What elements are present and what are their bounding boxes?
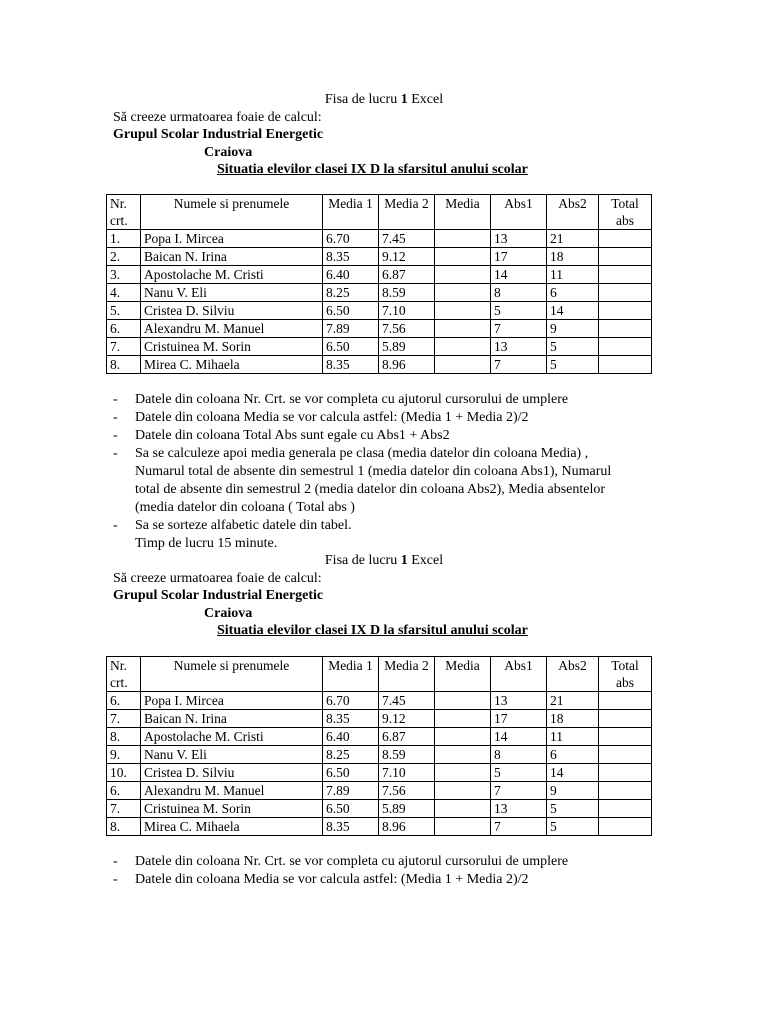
table-row — [107, 710, 652, 728]
cell-media — [435, 818, 491, 836]
cell-abs1: 7 — [491, 782, 547, 800]
table-title: Situatia elevilor clasei IX D la sfarsitul anului scolar — [217, 162, 528, 177]
cell-abs1: 17 — [491, 248, 547, 266]
cell-media1: 8.35 — [323, 818, 379, 836]
table-row — [107, 284, 652, 302]
cell-total-abs — [599, 230, 652, 248]
cell-media2: 8.96 — [379, 356, 435, 374]
cell-media — [435, 338, 491, 356]
table-row — [107, 728, 652, 746]
cell-total-abs — [599, 320, 652, 338]
note-item: - Datele din coloana Nr. Crt. se vor completa cu ajutorul cursorului de umplere — [113, 392, 569, 407]
worksheet-title: Fisa de lucru 1 Excel — [324, 92, 444, 107]
note-item: - Sa se sorteze alfabetic datele din tabel. — [113, 518, 352, 533]
note-item: - Datele din coloana Nr. Crt. se vor completa cu ajutorul cursorului de umplere — [113, 854, 569, 869]
cell-abs1: 13 — [491, 692, 547, 710]
cell-media2: 7.45 — [379, 692, 435, 710]
cell-abs2: 6 — [547, 284, 599, 302]
cell-abs1: 5 — [491, 764, 547, 782]
table-row — [107, 764, 652, 782]
dash-marker: - — [113, 518, 118, 533]
cell-total-abs — [599, 782, 652, 800]
table-row — [107, 338, 652, 356]
cell-media — [435, 764, 491, 782]
header-nr-crt: Nr. crt. — [107, 195, 141, 230]
cell-total-abs — [599, 356, 652, 374]
cell-media2: 9.12 — [379, 248, 435, 266]
notes-list — [113, 391, 673, 553]
cell-name: Nanu V. Eli — [141, 284, 323, 302]
table-row — [107, 266, 652, 284]
table-body — [107, 692, 652, 836]
cell-abs2: 9 — [547, 782, 599, 800]
cell-abs2: 5 — [547, 800, 599, 818]
table-row — [107, 356, 652, 374]
cell-media — [435, 266, 491, 284]
header-abs2: Abs2 — [547, 657, 599, 692]
dash-marker: - — [113, 392, 118, 407]
cell-name: Cristuinea M. Sorin — [141, 800, 323, 818]
cell-nr-crt: 1. — [107, 230, 141, 248]
cell-name: Mirea C. Mihaela — [141, 818, 323, 836]
cell-media1: 6.40 — [323, 728, 379, 746]
cell-total-abs — [599, 818, 652, 836]
table-row — [107, 230, 652, 248]
header-media1: Media 1 — [323, 657, 379, 692]
cell-media1: 8.25 — [323, 746, 379, 764]
cell-name: Mirea C. Mihaela — [141, 356, 323, 374]
cell-nr-crt: 4. — [107, 284, 141, 302]
table-row — [107, 302, 652, 320]
cell-nr-crt: 6. — [107, 782, 141, 800]
cell-media1: 8.35 — [323, 248, 379, 266]
cell-abs2: 5 — [547, 338, 599, 356]
cell-abs2: 6 — [547, 746, 599, 764]
cell-media — [435, 302, 491, 320]
dash-marker: - — [113, 428, 118, 443]
cell-abs2: 18 — [547, 710, 599, 728]
cell-name: Baican N. Irina — [141, 710, 323, 728]
cell-media — [435, 710, 491, 728]
note-continuation: total de absente din semestrul 2 (media datelor din coloana Abs2), Media absentelor — [135, 482, 606, 497]
cell-media1: 7.89 — [323, 782, 379, 800]
students-table — [106, 194, 652, 374]
cell-nr-crt: 7. — [107, 338, 141, 356]
cell-nr-crt: 3. — [107, 266, 141, 284]
cell-nr-crt: 8. — [107, 728, 141, 746]
cell-media2: 7.10 — [379, 764, 435, 782]
cell-media1: 6.50 — [323, 302, 379, 320]
cell-media2: 5.89 — [379, 800, 435, 818]
header-media: Media — [435, 657, 491, 692]
cell-abs1: 5 — [491, 302, 547, 320]
table-header-row — [107, 195, 652, 230]
header-abs1: Abs1 — [491, 195, 547, 230]
note-item: - Datele din coloana Media se vor calcula astfel: (Media 1 + Media 2)/2 — [113, 872, 529, 887]
header-media2: Media 2 — [379, 657, 435, 692]
cell-abs2: 5 — [547, 818, 599, 836]
cell-abs2: 14 — [547, 764, 599, 782]
cell-media2: 8.59 — [379, 746, 435, 764]
instruction-text: Să creeze urmatoarea foaie de calcul: — [113, 571, 322, 586]
cell-nr-crt: 7. — [107, 710, 141, 728]
cell-abs1: 8 — [491, 284, 547, 302]
cell-media1: 6.70 — [323, 230, 379, 248]
cell-total-abs — [599, 692, 652, 710]
cell-media — [435, 728, 491, 746]
cell-media — [435, 230, 491, 248]
header-abs1: Abs1 — [491, 657, 547, 692]
note-item: - Sa se calculeze apoi media generala pe clasa (media datelor din coloana Media) , — [113, 446, 589, 461]
cell-abs2: 14 — [547, 302, 599, 320]
cell-total-abs — [599, 338, 652, 356]
dash-marker: - — [113, 446, 118, 461]
header-name: Numele si prenumele — [141, 195, 323, 230]
notes-list — [113, 853, 673, 889]
cell-nr-crt: 6. — [107, 320, 141, 338]
dash-marker: - — [113, 872, 118, 887]
header-nr-crt: Nr. crt. — [107, 657, 141, 692]
header-media1: Media 1 — [323, 195, 379, 230]
cell-total-abs — [599, 710, 652, 728]
cell-media — [435, 692, 491, 710]
cell-abs1: 13 — [491, 230, 547, 248]
cell-nr-crt: 10. — [107, 764, 141, 782]
cell-name: Cristea D. Silviu — [141, 302, 323, 320]
cell-media1: 6.40 — [323, 266, 379, 284]
table-header-row — [107, 657, 652, 692]
cell-total-abs — [599, 266, 652, 284]
note-continuation: (media datelor din coloana ( Total abs ) — [135, 500, 355, 515]
note-item: - Datele din coloana Total Abs sunt egale cu Abs1 + Abs2 — [113, 428, 450, 443]
cell-media1: 8.25 — [323, 284, 379, 302]
cell-total-abs — [599, 728, 652, 746]
school-name: Grupul Scolar Industrial Energetic — [113, 127, 324, 142]
cell-media — [435, 320, 491, 338]
cell-name: Alexandru M. Manuel — [141, 320, 323, 338]
worksheet-title: Fisa de lucru 1 Excel — [324, 553, 444, 568]
cell-total-abs — [599, 764, 652, 782]
cell-media1: 6.70 — [323, 692, 379, 710]
dash-marker: - — [113, 410, 118, 425]
students-table — [106, 656, 652, 836]
cell-name: Baican N. Irina — [141, 248, 323, 266]
cell-media2: 6.87 — [379, 728, 435, 746]
cell-media — [435, 800, 491, 818]
table-row — [107, 800, 652, 818]
header-name: Numele si prenumele — [141, 657, 323, 692]
dash-marker: - — [113, 854, 118, 869]
cell-name: Cristuinea M. Sorin — [141, 338, 323, 356]
cell-nr-crt: 7. — [107, 800, 141, 818]
cell-name: Nanu V. Eli — [141, 746, 323, 764]
cell-total-abs — [599, 302, 652, 320]
cell-media2: 7.56 — [379, 782, 435, 800]
table-body — [107, 230, 652, 374]
cell-media1: 7.89 — [323, 320, 379, 338]
table-row — [107, 320, 652, 338]
cell-nr-crt: 8. — [107, 356, 141, 374]
cell-nr-crt: 6. — [107, 692, 141, 710]
cell-abs1: 14 — [491, 728, 547, 746]
table-row — [107, 692, 652, 710]
cell-name: Popa I. Mircea — [141, 230, 323, 248]
cell-media1: 6.50 — [323, 800, 379, 818]
cell-nr-crt: 8. — [107, 818, 141, 836]
note-continuation: Numarul total de absente din semestrul 1 (media datelor din coloana Abs1), Numarul — [135, 464, 612, 479]
cell-name: Popa I. Mircea — [141, 692, 323, 710]
note-continuation: Timp de lucru 15 minute. — [135, 536, 278, 551]
cell-media — [435, 782, 491, 800]
instruction-text: Să creeze urmatoarea foaie de calcul: — [113, 110, 322, 125]
cell-abs1: 17 — [491, 710, 547, 728]
cell-abs2: 11 — [547, 266, 599, 284]
cell-abs1: 7 — [491, 320, 547, 338]
cell-abs2: 21 — [547, 230, 599, 248]
table-row — [107, 818, 652, 836]
cell-total-abs — [599, 284, 652, 302]
cell-media2: 9.12 — [379, 710, 435, 728]
school-name: Grupul Scolar Industrial Energetic — [113, 588, 324, 603]
cell-abs1: 7 — [491, 356, 547, 374]
cell-media — [435, 248, 491, 266]
cell-name: Cristea D. Silviu — [141, 764, 323, 782]
cell-media1: 6.50 — [323, 764, 379, 782]
table-title: Situatia elevilor clasei IX D la sfarsitul anului scolar — [217, 623, 528, 638]
table-row — [107, 248, 652, 266]
cell-abs1: 8 — [491, 746, 547, 764]
cell-media2: 7.56 — [379, 320, 435, 338]
cell-abs1: 7 — [491, 818, 547, 836]
header-abs2: Abs2 — [547, 195, 599, 230]
cell-nr-crt: 2. — [107, 248, 141, 266]
cell-abs1: 14 — [491, 266, 547, 284]
cell-name: Apostolache M. Cristi — [141, 266, 323, 284]
cell-media2: 7.45 — [379, 230, 435, 248]
cell-abs2: 5 — [547, 356, 599, 374]
city-name: Craiova — [204, 606, 253, 621]
header-total-abs: Total abs — [599, 195, 652, 230]
cell-abs2: 9 — [547, 320, 599, 338]
header-total-abs: Total abs — [599, 657, 652, 692]
table-row — [107, 782, 652, 800]
table-row — [107, 746, 652, 764]
cell-abs2: 11 — [547, 728, 599, 746]
cell-name: Apostolache M. Cristi — [141, 728, 323, 746]
cell-nr-crt: 5. — [107, 302, 141, 320]
cell-total-abs — [599, 800, 652, 818]
cell-media2: 6.87 — [379, 266, 435, 284]
cell-media1: 8.35 — [323, 710, 379, 728]
cell-abs2: 18 — [547, 248, 599, 266]
header-media: Media — [435, 195, 491, 230]
cell-total-abs — [599, 248, 652, 266]
cell-media2: 7.10 — [379, 302, 435, 320]
cell-abs1: 13 — [491, 338, 547, 356]
cell-media — [435, 746, 491, 764]
cell-media2: 5.89 — [379, 338, 435, 356]
cell-media2: 8.59 — [379, 284, 435, 302]
cell-media1: 8.35 — [323, 356, 379, 374]
cell-media — [435, 356, 491, 374]
header-media2: Media 2 — [379, 195, 435, 230]
cell-total-abs — [599, 746, 652, 764]
cell-name: Alexandru M. Manuel — [141, 782, 323, 800]
city-name: Craiova — [204, 145, 253, 160]
cell-media1: 6.50 — [323, 338, 379, 356]
cell-abs2: 21 — [547, 692, 599, 710]
cell-abs1: 13 — [491, 800, 547, 818]
note-item: - Datele din coloana Media se vor calcula astfel: (Media 1 + Media 2)/2 — [113, 410, 529, 425]
cell-media — [435, 284, 491, 302]
cell-media2: 8.96 — [379, 818, 435, 836]
cell-nr-crt: 9. — [107, 746, 141, 764]
